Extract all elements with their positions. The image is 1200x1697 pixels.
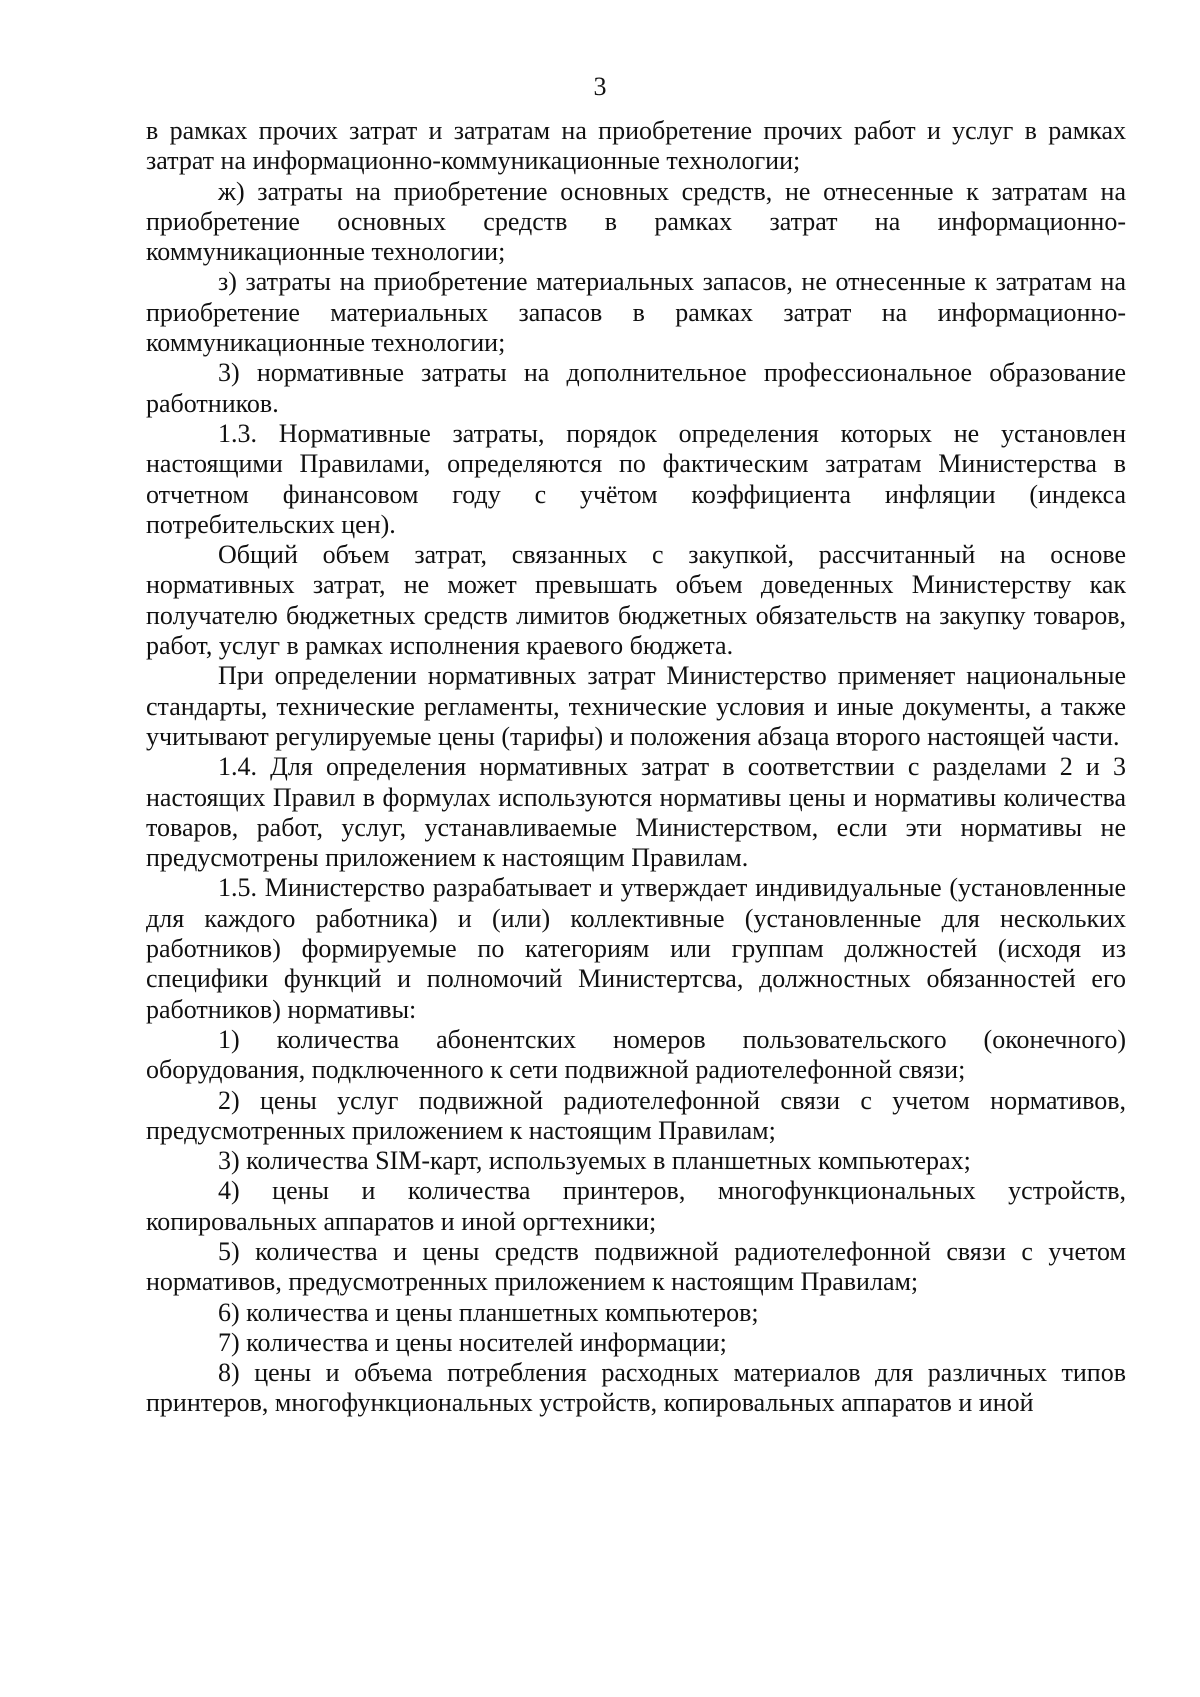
page-number: 3 (593, 72, 607, 101)
paragraph: з) затраты на приобретение материальных запасов, не отнесенные к затратам на приобретение материальных запасов в рамках затрат на информационно-коммуникационные технологии; (146, 267, 1126, 358)
paragraph: 8) цены и объема потребления расходных материалов для различных типов принтеров, многофункциональных устройств, копировальных аппаратов и иной (146, 1358, 1126, 1418)
paragraph: 3) нормативные затраты на дополнительное профессиональное образование работников. (146, 358, 1126, 418)
paragraph: При определении нормативных затрат Министерство применяет национальные стандарты, технические регламенты, технические условия и иные документы, а также учитывают регулируемые цены (тарифы) и положения абзаца второго настоящей части. (146, 661, 1126, 751)
document-body (146, 116, 1126, 1419)
paragraph: 1.5. Министерство разрабатывает и утверждает индивидуальные (установленные для каждого работника) и (или) коллективные (установленные для нескольких работников) формируемые по категориям или группам должностей (исходя из специфики функций и полномочий Министертсва, должностных обязанностей его работников) нормативы: (146, 873, 1126, 1024)
paragraph: Общий объем затрат, связанных с закупкой, рассчитанный на основе нормативных затрат, не может превышать объем доведенных Министерству как получателю бюджетных средств лимитов бюджетных обязательств на закупку товаров, работ, услуг в рамках исполнения краевого бюджета. (146, 540, 1126, 661)
paragraph: 2) цены услуг подвижной радиотелефонной связи с учетом нормативов, предусмотренных приложением к настоящим Правилам; (146, 1085, 1126, 1145)
paragraph: 1.4. Для определения нормативных затрат в соответствии с разделами 2 и 3 настоящих Правил в формулах используются нормативы цены и нормативы количества товаров, работ, услуг, устанавливаемые Министерством, если эти нормативы не предусмотрены приложением к настоящим Правилам. (146, 752, 1126, 873)
paragraph: 7) количества и цены носителей информации; (218, 1327, 727, 1357)
paragraph: в рамках прочих затрат и затратам на приобретение прочих работ и услуг в рамках затрат на информационно-коммуникационные технологии; (146, 116, 1126, 176)
paragraph: ж) затраты на приобретение основных средств, не отнесенные к затратам на приобретение основных средств в рамках затрат на информационно-коммуникационные технологии; (146, 176, 1126, 267)
paragraph: 3) количества SIM-карт, используемых в планшетных компьютерах; (218, 1146, 971, 1176)
paragraph: 5) количества и цены средств подвижной радиотелефонной связи с учетом нормативов, предусмотренных приложением к настоящим Правилам; (146, 1236, 1126, 1297)
paragraph: 1.3. Нормативные затраты, порядок определения которых не установлен настоящими Правилами, определяются по фактическим затратам Министерства в отчетном финансовом году с учётом коэффициента инфляции (индекса потребительских цен). (146, 418, 1126, 539)
paragraph: 6) количества и цены планшетных компьютеров; (218, 1297, 759, 1327)
paragraph: 4) цены и количества принтеров, многофункциональных устройств, копировальных аппаратов и иной оргтехники; (146, 1176, 1126, 1236)
paragraph: 1) количества абонентских номеров пользовательского (оконечного) оборудования, подключенного к сети подвижной радиотелефонной связи; (146, 1024, 1126, 1085)
